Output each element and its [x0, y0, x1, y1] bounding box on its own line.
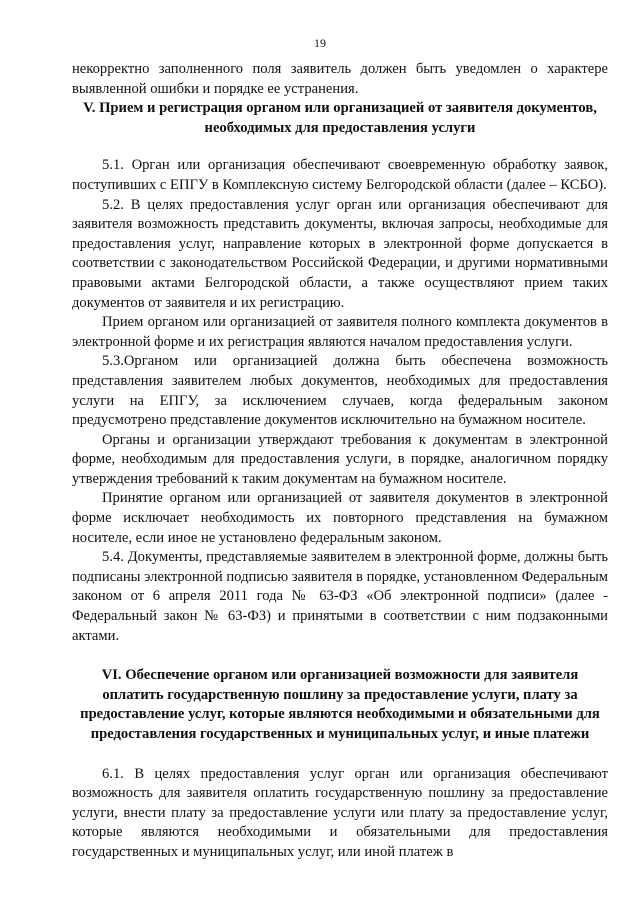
paragraph-6-1: 6.1. В целях предоставления услуг орган или организация обеспечивают возможность для заявителя оплатить государственную пошлину за предоставление услуги, внести плату за предоставление услуги или плату за предоставление услуг, которые являются необходимыми и обязательными для предоставления государственных и муниципальных услуг, или иной платеж в — [72, 765, 608, 860]
intro-paragraph: некорректно заполненного поля заявитель должен быть уведомлен о характере выявленной ошибки и порядке ее устранения. — [72, 61, 608, 97]
page-number: 19 — [314, 36, 326, 50]
paragraph-5-2: 5.2. В целях предоставления услуг орган или организация обеспечивают для заявителя возможность представить документы, включая запросы, необходимые для предоставления услуг, направление которых в электронной форме допускается в соответствии с законодательством Российской Федерации, и другими нормативными правовыми актами Белгородской области, а также осуществляют прием таких документов от заявителя и их регистрацию. — [72, 196, 608, 311]
paragraph-5-1: 5.1. Орган или организация обеспечивают своевременную обработку заявок, поступивших с ЕПГУ в Комплексную систему Белгородской области (далее – КСБО). — [72, 157, 608, 193]
paragraph-5-4: 5.4. Документы, представляемые заявителем в электронной форме, должны быть подписаны электронной подписью заявителя в порядке, установленном Федеральным законом от 6 апреля 2011 года № 63-ФЗ «Об электронной подписи» (далее - Федеральный закон № 63-ФЗ) и принятыми в соответствии с ним подзаконными актами. — [72, 549, 608, 644]
section-6-title: VI. Обеспечение органом или организацией возможности для заявителя оплатить государственную пошлину за предоставление услуги, плату за предоставление услуг, которые являются необходимыми и обязательными для предоставления государственных и муниципальных услуг, и иные платежи — [80, 667, 600, 742]
paragraph-5-3-acceptance: Принятие органом или организацией от заявителя документов в электронной форме исключает необходимость их повторного представления на бумажном носителе, если иное не установлено федеральным законом. — [72, 490, 608, 546]
paragraph-5-2-reception: Прием органом или организацией от заявителя полного комплекта документов в электронной форме и их регистрация являются началом предоставления услуги. — [72, 314, 608, 350]
document-body — [72, 60, 608, 863]
section-5-title: V. Прием и регистрация органом или организацией от заявителя документов, необходимых для предоставления услуги — [83, 100, 597, 136]
paragraph-5-3: 5.3.Органом или организацией должна быть обеспечена возможность представления заявителем любых документов, необходимых для предоставления услуги на ЕПГУ, за исключением случаев, когда федеральным законом предусмотрено представление документов исключительно на бумажном носителе. — [72, 353, 608, 429]
paragraph-5-3-requirements: Органы и организации утверждают требования к документам в электронной форме, необходимым для предоставления услуги, в порядке, аналогичном порядку утверждения требований к таким документам на бумажном носителе. — [72, 431, 608, 487]
